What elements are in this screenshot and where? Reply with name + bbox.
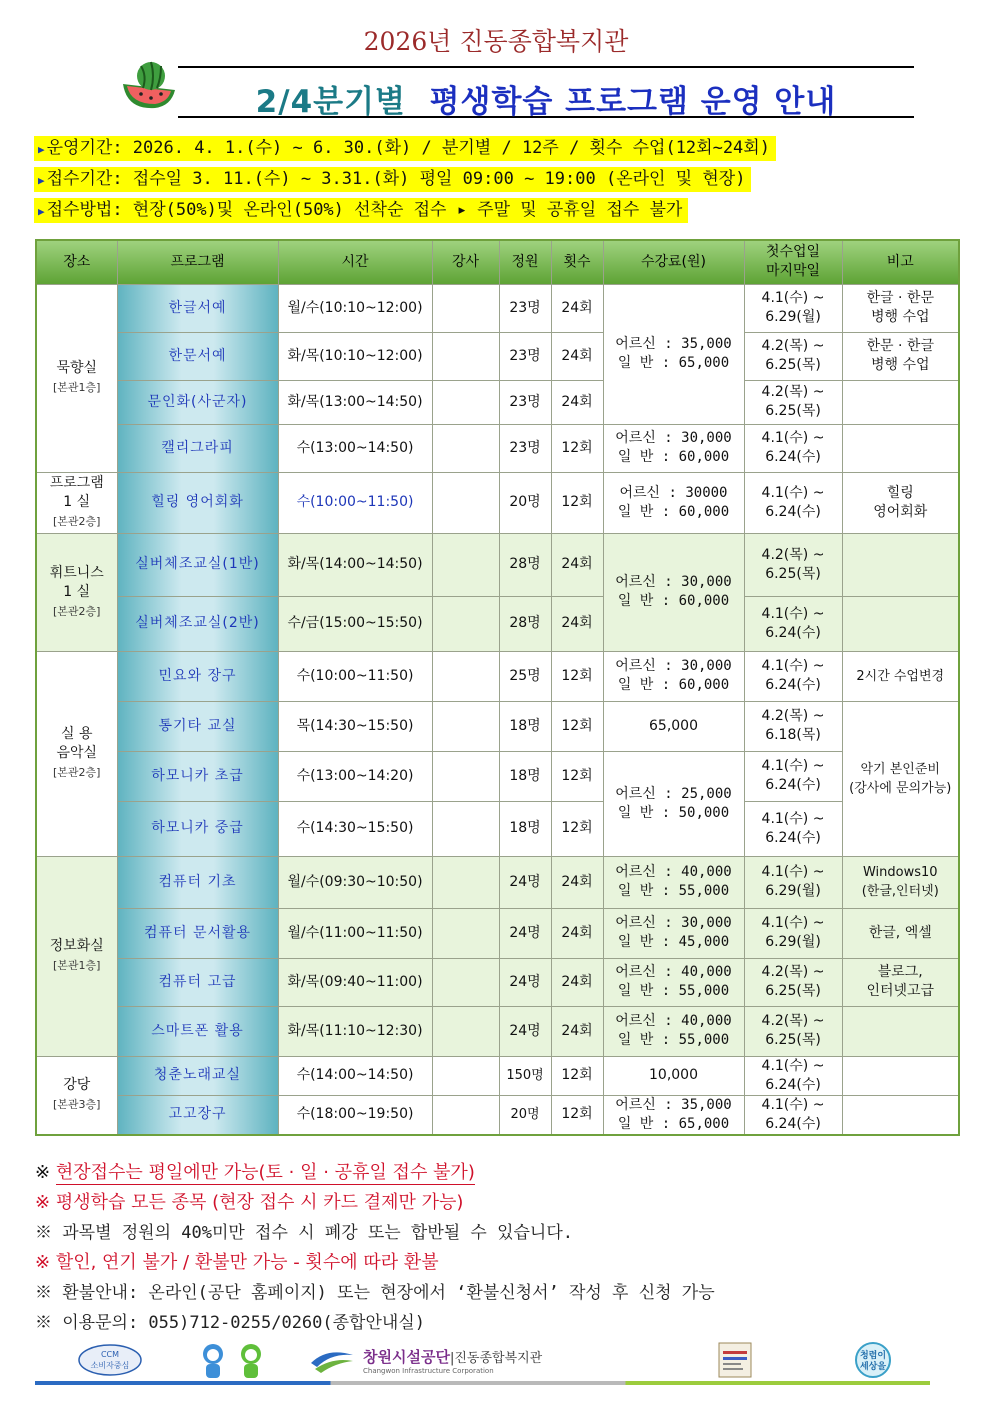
teacher-cell	[432, 596, 499, 651]
footer-divider	[35, 1381, 930, 1385]
fee-cell: 어르신 : 30,000 일 반 : 60,000	[603, 533, 744, 651]
note-cell	[842, 1056, 959, 1095]
table-row	[36, 472, 959, 533]
header-teacher: 강사	[432, 240, 499, 284]
table-row	[36, 1006, 959, 1056]
note-cell: 한글 · 한문 병행 수업	[842, 284, 959, 332]
fee-cell: 어르신 : 30,000 일 반 : 60,000	[603, 424, 744, 472]
capacity-cell: 23명	[499, 380, 551, 424]
table-row	[36, 332, 959, 380]
header-time: 시간	[278, 240, 432, 284]
capacity-cell: 23명	[499, 332, 551, 380]
capacity-cell: 18명	[499, 701, 551, 751]
svg-text:소비자중심: 소비자중심	[90, 1361, 130, 1370]
table-row	[36, 856, 959, 908]
table-row	[36, 424, 959, 472]
teacher-cell	[432, 701, 499, 751]
note-cell: 악기 본인준비 (강사에 문의가능)	[842, 701, 959, 856]
dates-cell: 4.1(수) ~ 6.24(수)	[744, 1056, 842, 1095]
capacity-cell: 150명	[499, 1056, 551, 1095]
note-refund-only: ※ 할인, 연기 불가 / 환불만 가능 - 횟수에 따라 환불	[35, 1252, 439, 1273]
header-note: 비고	[842, 240, 959, 284]
teacher-cell	[432, 380, 499, 424]
info-method: ▶ 접수방법: 현장(50%)및 온라인(50%) 선착순 접수 ▸ 주말 및 공휴일 접수 불가	[34, 198, 688, 223]
count-cell: 24회	[551, 1006, 603, 1056]
program-name: 고고장구	[117, 1095, 278, 1135]
note-cell: 블로그, 인터넷고급	[842, 958, 959, 1006]
note-refund-info: ※ 환불안내: 온라인(공단 홈페이지) 또는 현장에서 ‘환불신청서’ 작성 후 신청 가능	[35, 1283, 715, 1303]
swoosh-icon	[307, 1343, 357, 1377]
certificate-logo	[705, 1340, 765, 1380]
teacher-cell	[432, 751, 499, 801]
fee-cell: 어르신 : 40,000 일 반 : 55,000	[603, 958, 744, 1006]
time-cell: 수(18:00~19:50)	[278, 1095, 432, 1135]
count-cell: 12회	[551, 424, 603, 472]
teacher-cell	[432, 856, 499, 908]
count-cell: 12회	[551, 472, 603, 533]
table-row	[36, 651, 959, 701]
table-row	[36, 701, 959, 751]
program-name: 민요와 장구	[117, 651, 278, 701]
svg-text:세상을: 세상을	[859, 1362, 887, 1372]
capacity-cell: 23명	[499, 424, 551, 472]
notes-section	[35, 1158, 965, 1338]
teacher-cell	[432, 332, 499, 380]
integrity-icon	[848, 1341, 898, 1379]
place-music: 실 용 음악실 [본관2층]	[36, 651, 117, 856]
dates-cell: 4.1(수) ~ 6.29(월)	[744, 284, 842, 332]
dates-cell: 4.2(목) ~ 6.25(목)	[744, 332, 842, 380]
capacity-cell: 18명	[499, 801, 551, 856]
time-cell: 화/목(11:10~12:30)	[278, 1006, 432, 1056]
time-cell: 수(13:00~14:50)	[278, 424, 432, 472]
program-name: 통기타 교실	[117, 701, 278, 751]
program-name: 실버체조교실(1반)	[117, 533, 278, 596]
count-cell: 24회	[551, 533, 603, 596]
dates-cell: 4.1(수) ~ 6.24(수)	[744, 424, 842, 472]
dates-cell: 4.1(수) ~ 6.24(수)	[744, 596, 842, 651]
mascot-logo	[193, 1340, 273, 1380]
table-row	[36, 533, 959, 596]
header-place: 장소	[36, 240, 117, 284]
count-cell: 24회	[551, 332, 603, 380]
note-cell	[842, 380, 959, 424]
note-cancel: ※ 과목별 정원의 40%미만 접수 시 폐강 또는 합반될 수 있습니다.	[35, 1223, 574, 1243]
capacity-cell: 20명	[499, 1095, 551, 1135]
time-cell: 월/수(09:30~10:50)	[278, 856, 432, 908]
count-cell: 24회	[551, 908, 603, 958]
triangle-right-icon: ▶	[38, 143, 45, 156]
count-cell: 24회	[551, 856, 603, 908]
note-onsite: ※ 현장접수는 평일에만 가능(토 · 일 · 공휴일 접수 불가)	[35, 1162, 475, 1183]
fee-cell: 어르신 : 30,000 일 반 : 60,000	[603, 651, 744, 701]
time-cell: 화/목(09:40~11:00)	[278, 958, 432, 1006]
table-row	[36, 596, 959, 651]
time-cell: 수(14:30~15:50)	[278, 801, 432, 856]
note-cell	[842, 533, 959, 596]
count-cell: 12회	[551, 751, 603, 801]
teacher-cell	[432, 651, 499, 701]
table-row	[36, 751, 959, 801]
note-cell	[842, 1095, 959, 1135]
teacher-cell	[432, 1006, 499, 1056]
capacity-cell: 23명	[499, 284, 551, 332]
mascot-icon	[193, 1340, 273, 1380]
organization-title: 2026년 진동종합복지관	[363, 27, 629, 56]
dates-cell: 4.2(목) ~ 6.25(목)	[744, 380, 842, 424]
dates-cell: 4.1(수) ~ 6.24(수)	[744, 472, 842, 533]
triangle-right-icon: ▶	[38, 174, 45, 187]
time-cell: 화/목(14:00~14:50)	[278, 533, 432, 596]
watermelon-icon	[117, 60, 179, 112]
integrity-logo	[843, 1340, 903, 1380]
capacity-cell: 24명	[499, 856, 551, 908]
fee-cell: 어르신 : 35,000 일 반 : 65,000	[603, 1095, 744, 1135]
header-capacity: 정원	[499, 240, 551, 284]
note-card: ※ 평생학습 모든 종목 (현장 접수 시 카드 결제만 가능)	[35, 1192, 464, 1213]
capacity-cell: 25명	[499, 651, 551, 701]
program-name: 청춘노래교실	[117, 1056, 278, 1095]
fee-cell: 어르신 : 35,000 일 반 : 65,000	[603, 284, 744, 424]
triangle-right-icon: ▶	[38, 205, 45, 218]
title-part-quarter: 2/4분기별	[255, 84, 406, 120]
teacher-cell	[432, 801, 499, 856]
note-cell: 한글, 엑셀	[842, 908, 959, 958]
dates-cell: 4.1(수) ~ 6.29(월)	[744, 856, 842, 908]
info-registration: ▶ 접수기간: 접수일 3. 11.(수) ~ 3.31.(화) 평일 09:00 ~ 19:00 (온라인 및 현장)	[34, 167, 751, 192]
program-name: 컴퓨터 문서활용	[117, 908, 278, 958]
teacher-cell	[432, 1095, 499, 1135]
header-program: 프로그램	[117, 240, 278, 284]
dates-cell: 4.1(수) ~ 6.29(월)	[744, 908, 842, 958]
program-name: 스마트폰 활용	[117, 1006, 278, 1056]
header-count: 횟수	[551, 240, 603, 284]
header-fee: 수강료(원)	[603, 240, 744, 284]
certificate-icon	[717, 1341, 753, 1379]
capacity-cell: 28명	[499, 533, 551, 596]
capacity-cell: 18명	[499, 751, 551, 801]
title-part-program: 평생학습 프로그램 운영 안내	[429, 84, 837, 120]
time-cell: 월/수(10:10~12:00)	[278, 284, 432, 332]
teacher-cell	[432, 472, 499, 533]
note-contact: ※ 이용문의: 055)712-0255/0260(종합안내실)	[35, 1313, 425, 1333]
program-name: 하모니카 초급	[117, 751, 278, 801]
time-cell: 수/금(15:00~15:50)	[278, 596, 432, 651]
place-info: 정보화실 [본관1층]	[36, 856, 117, 1056]
svg-text:청렴이: 청렴이	[859, 1351, 887, 1361]
dates-cell: 4.2(목) ~ 6.18(목)	[744, 701, 842, 751]
count-cell: 24회	[551, 284, 603, 332]
table-row	[36, 958, 959, 1006]
program-name: 실버체조교실(2반)	[117, 596, 278, 651]
place-prog1: 프로그램 1 실 [본관2층]	[36, 472, 117, 533]
program-name: 한문서예	[117, 332, 278, 380]
time-cell: 화/목(10:10~12:00)	[278, 332, 432, 380]
program-name: 한글서예	[117, 284, 278, 332]
table-header-row	[36, 240, 959, 284]
fee-cell: 어르신 : 30000 일 반 : 60,000	[603, 472, 744, 533]
teacher-cell	[432, 1056, 499, 1095]
note-cell	[842, 424, 959, 472]
place-hall: 강당 [본관3층]	[36, 1056, 117, 1135]
place-mukhyang: 묵향실 [본관1층]	[36, 284, 117, 472]
place-wellness: 휘트니스 1 실 [본관2층]	[36, 533, 117, 651]
fee-cell: 어르신 : 40,000 일 반 : 55,000	[603, 1006, 744, 1056]
note-cell: 힐링 영어회화	[842, 472, 959, 533]
teacher-cell	[432, 958, 499, 1006]
program-name: 캘리그라피	[117, 424, 278, 472]
capacity-cell: 28명	[499, 596, 551, 651]
dates-cell: 4.1(수) ~ 6.24(수)	[744, 751, 842, 801]
fee-cell: 10,000	[603, 1056, 744, 1095]
time-cell: 월/수(11:00~11:50)	[278, 908, 432, 958]
svg-text:CCM: CCM	[100, 1350, 120, 1359]
count-cell: 12회	[551, 701, 603, 751]
fee-cell: 어르신 : 25,000 일 반 : 50,000	[603, 751, 744, 856]
count-cell: 24회	[551, 380, 603, 424]
dates-cell: 4.2(목) ~ 6.25(목)	[744, 533, 842, 596]
fee-cell: 어르신 : 40,000 일 반 : 55,000	[603, 856, 744, 908]
dates-cell: 4.1(수) ~ 6.24(수)	[744, 1095, 842, 1135]
teacher-cell	[432, 533, 499, 596]
program-name: 문인화(사군자)	[117, 380, 278, 424]
note-cell	[842, 1006, 959, 1056]
teacher-cell	[432, 284, 499, 332]
program-name: 힐링 영어회화	[117, 472, 278, 533]
count-cell: 24회	[551, 596, 603, 651]
count-cell: 12회	[551, 1056, 603, 1095]
changwon-facilities-logo: 창원시설공단|진동종합복지관 Changwon Infrastructure Corporation	[307, 1340, 637, 1380]
fee-cell: 어르신 : 30,000 일 반 : 45,000	[603, 908, 744, 958]
count-cell: 12회	[551, 801, 603, 856]
capacity-cell: 20명	[499, 472, 551, 533]
time-cell: 목(14:30~15:50)	[278, 701, 432, 751]
table-row	[36, 284, 959, 332]
fee-cell: 65,000	[603, 701, 744, 751]
time-cell: 수(10:00~11:50)	[278, 651, 432, 701]
time-cell: 화/목(13:00~14:50)	[278, 380, 432, 424]
table-row	[36, 801, 959, 856]
capacity-cell: 24명	[499, 908, 551, 958]
program-name: 컴퓨터 기초	[117, 856, 278, 908]
ccm-badge-icon	[77, 1343, 143, 1377]
ccm-logo	[75, 1340, 145, 1380]
teacher-cell	[432, 424, 499, 472]
teacher-cell	[432, 908, 499, 958]
schedule-table	[35, 239, 960, 1136]
note-cell: 한문 · 한글 병행 수업	[842, 332, 959, 380]
capacity-cell: 24명	[499, 958, 551, 1006]
table-row	[36, 1056, 959, 1095]
time-cell: 수(13:00~14:20)	[278, 751, 432, 801]
time-cell: 수(14:00~14:50)	[278, 1056, 432, 1095]
count-cell: 24회	[551, 958, 603, 1006]
table-row	[36, 380, 959, 424]
dates-cell: 4.1(수) ~ 6.24(수)	[744, 801, 842, 856]
note-cell: 2시간 수업변경	[842, 651, 959, 701]
program-name: 하모니카 중급	[117, 801, 278, 856]
main-title	[178, 66, 914, 118]
program-name: 컴퓨터 고급	[117, 958, 278, 1006]
header-dates: 첫수업일 마지막일	[744, 240, 842, 284]
note-cell	[842, 596, 959, 651]
time-cell: 수(10:00~11:50)	[278, 472, 432, 533]
dates-cell: 4.2(목) ~ 6.25(목)	[744, 958, 842, 1006]
count-cell: 12회	[551, 651, 603, 701]
info-period: ▶ 운영기간: 2026. 4. 1.(수) ~ 6. 30.(화) / 분기별 / 12주 / 횟수 수업(12회~24회)	[34, 136, 776, 161]
table-row	[36, 1095, 959, 1135]
count-cell: 12회	[551, 1095, 603, 1135]
table-row	[36, 908, 959, 958]
dates-cell: 4.1(수) ~ 6.24(수)	[744, 651, 842, 701]
capacity-cell: 24명	[499, 1006, 551, 1056]
note-cell: Windows10 (한글,인터넷)	[842, 856, 959, 908]
dates-cell: 4.2(목) ~ 6.25(목)	[744, 1006, 842, 1056]
